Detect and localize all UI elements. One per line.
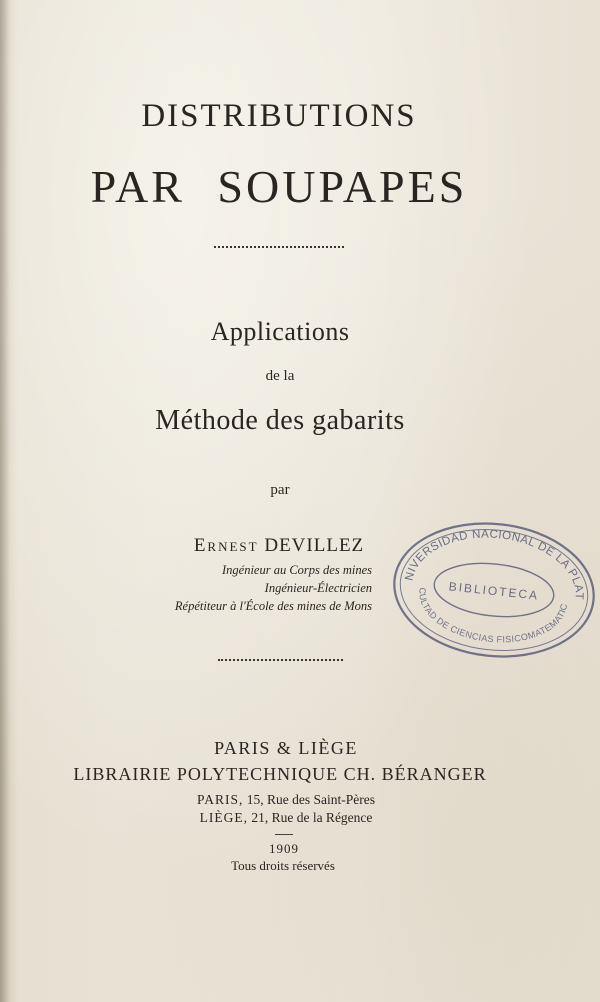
author-affiliation: Ingénieur au Corps des mines xyxy=(222,563,372,577)
address-street: 21, Rue de la Régence xyxy=(251,810,373,825)
rights-notice: Tous droits réservés xyxy=(231,858,335,873)
small-divider xyxy=(275,834,293,835)
publisher-address xyxy=(0,792,572,808)
author-affiliation: Répétiteur à l'École des mines de Mons xyxy=(174,599,372,613)
ornamental-rule-bottom xyxy=(218,659,343,661)
publisher-name: LIBRAIRIE POLYTECHNIQUE CH. BÉRANGER xyxy=(73,764,487,784)
subtitle-applications: Applications xyxy=(210,317,350,346)
author-last-name: DEVILLEZ xyxy=(264,535,365,556)
subtitle-method: Méthode des gabarits xyxy=(155,405,405,436)
subtitle-de-la: de la xyxy=(265,368,295,384)
address-city: PARIS, xyxy=(196,792,244,807)
library-stamp xyxy=(383,510,600,671)
stamp-outer-text: UNIVERSIDAD NACIONAL DE LA PLATA xyxy=(403,528,585,600)
publication-year: 1909 xyxy=(269,841,299,856)
author-affiliation: Ingénieur-Électricien xyxy=(264,581,372,595)
title-line-2: PAR SOUPAPES xyxy=(90,161,468,212)
ornamental-rule-top xyxy=(214,246,344,248)
address-street: 15, Rue des Saint-Pères xyxy=(246,792,375,807)
stamp-graphic xyxy=(383,510,600,671)
author-first-name: Ernest xyxy=(193,535,259,556)
stamp-lower-text: FACULTAD DE CIENCIAS FISICOMATEMATICAS xyxy=(417,587,570,645)
title-line-1: DISTRIBUTIONS xyxy=(141,98,417,134)
stamp-center-text: BIBLIOTECA xyxy=(448,579,540,603)
address-city: LIÈGE, xyxy=(199,810,248,825)
publisher-cities: PARIS & LIÈGE xyxy=(214,738,358,758)
subtitle-par: par xyxy=(270,482,290,498)
publisher-address xyxy=(0,810,572,826)
